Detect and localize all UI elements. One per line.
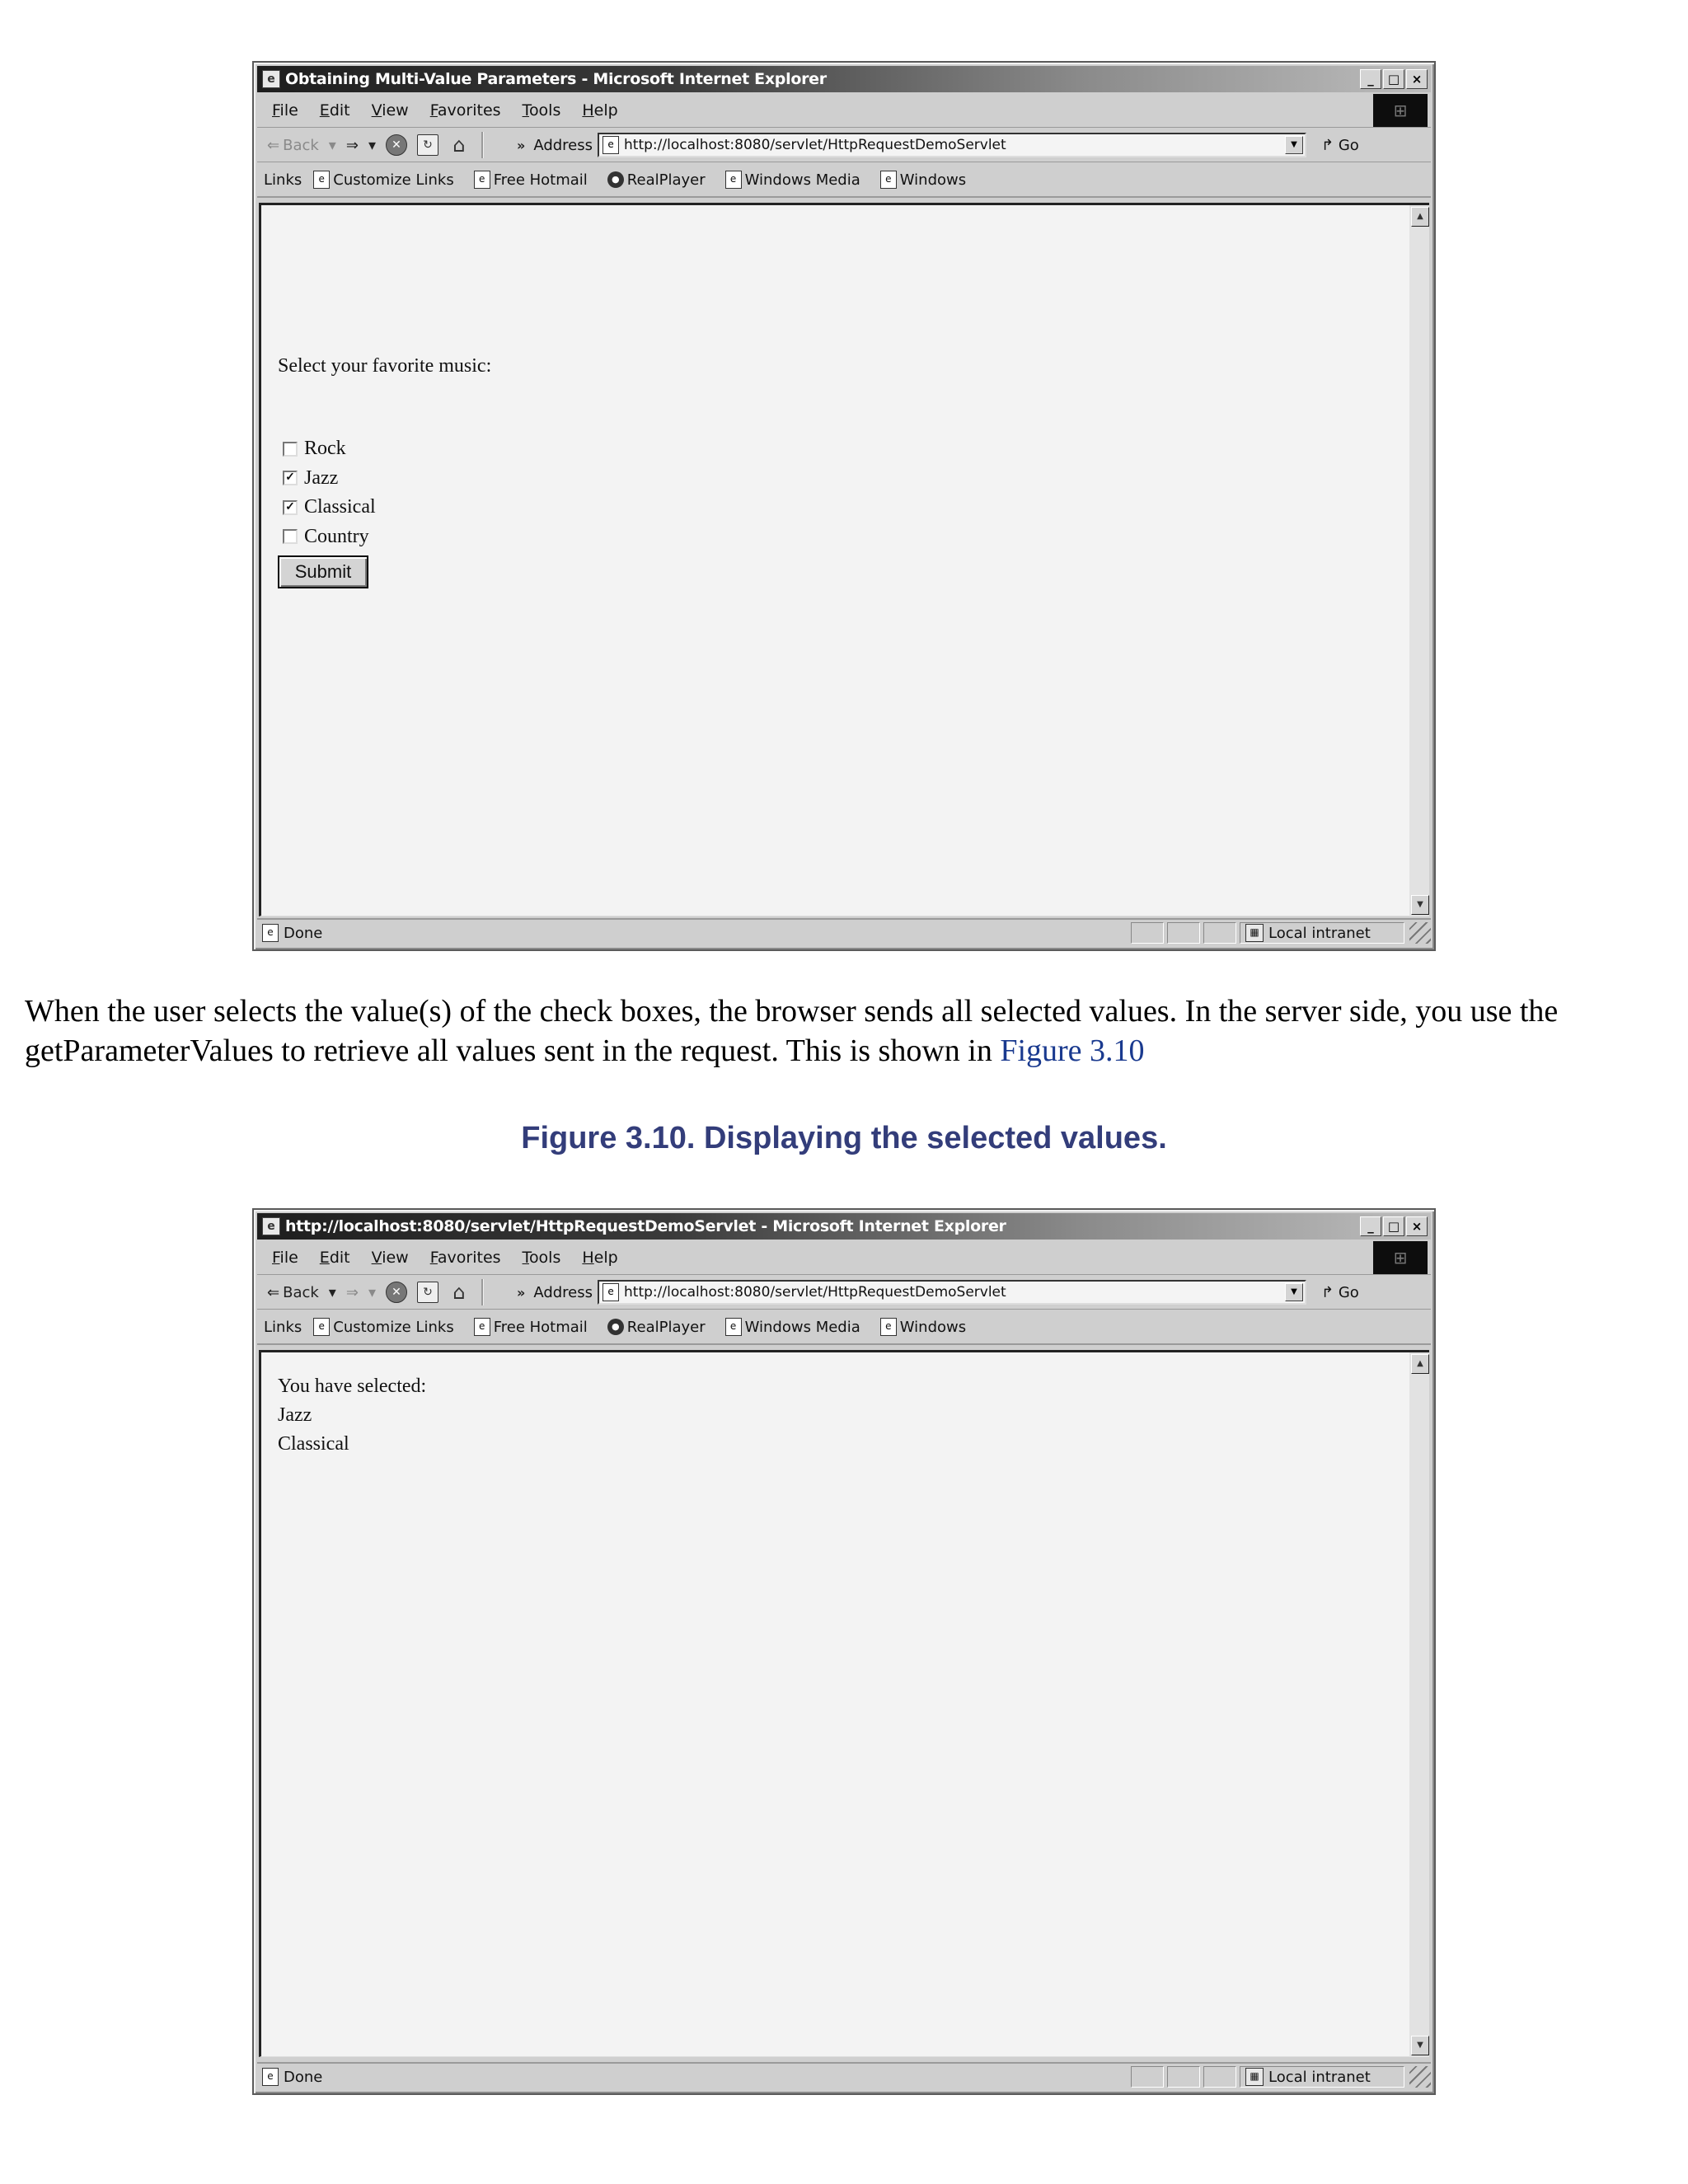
local-intranet-icon: ▦ [1245,924,1264,942]
link-label: Windows [899,171,967,189]
submit-button[interactable]: Submit [278,555,368,588]
link-windows[interactable] [880,1318,966,1336]
resize-grip-icon[interactable] [1409,922,1431,944]
menu-view[interactable]: View [371,1249,409,1267]
page-icon: e [474,1318,490,1336]
page-status-icon: e [262,2068,279,2086]
browser-window-result [252,1208,1436,2095]
option-rock[interactable] [283,434,376,464]
page-icon: e [474,171,490,189]
window-controls [1360,1216,1428,1236]
forward-dropdown-icon[interactable]: ▾ [368,136,376,154]
back-button[interactable] [267,137,319,154]
option-label: Country [304,525,369,547]
paragraph-text: When the user selects the value(s) of the check boxes, the browser sends all selected values. In the server side, you use the getParameterValues to retrieve all values sent in the request. This is shown in [25,994,1559,1068]
links-label: Links [264,1318,302,1336]
refresh-icon: ↻ [417,134,438,156]
forward-arrow-icon: ⇒ [345,1283,359,1301]
refresh-button[interactable] [417,1282,438,1303]
option-jazz[interactable] [283,464,376,494]
toolbar-chevron-icon[interactable]: » [516,1284,526,1301]
status-pane [1131,2066,1164,2088]
scroll-up-icon[interactable]: ▲ [1411,1354,1429,1374]
link-label: Customize Links [333,171,454,189]
form-prompt: Select your favorite music: [278,355,492,377]
status-pane [1167,2066,1200,2088]
status-pane [1203,922,1236,944]
stop-button[interactable] [386,134,407,156]
link-windows-media[interactable] [725,171,860,189]
link-windows[interactable] [880,171,966,189]
back-label: Back [283,136,319,154]
toolbar-separator [481,132,484,158]
link-label: Customize Links [333,1318,454,1336]
maximize-button[interactable]: □ [1383,69,1404,89]
page-content [259,203,1409,916]
maximize-button[interactable]: □ [1383,1216,1404,1236]
go-button[interactable] [1321,1284,1359,1301]
checkbox-jazz[interactable]: ✓ [283,471,298,485]
back-button[interactable] [267,1284,319,1301]
forward-dropdown-icon[interactable]: ▾ [368,1283,376,1301]
menu-view[interactable]: View [371,101,409,120]
local-intranet-icon: ▦ [1245,2068,1264,2086]
window-controls [1360,69,1428,89]
checkbox-rock[interactable] [283,442,298,457]
address-input[interactable] [598,1280,1306,1305]
back-arrow-icon: ⇐ [267,136,280,154]
status-bar [257,2062,1431,2090]
menu-file[interactable]: File [272,101,298,120]
body-paragraph [25,991,1665,1071]
close-button[interactable]: × [1406,69,1428,89]
option-label: Classical [304,496,376,518]
menu-bar [257,1241,1431,1275]
link-free-hotmail[interactable] [474,171,588,189]
menu-favorites[interactable]: Favorites [429,1249,501,1267]
link-realplayer[interactable] [607,171,706,189]
minimize-button[interactable]: _ [1360,69,1381,89]
link-realplayer[interactable] [607,1319,706,1336]
refresh-button[interactable] [417,134,438,156]
title-bar[interactable] [257,1213,1431,1240]
close-button[interactable]: × [1406,1216,1428,1236]
ie-app-icon: e [262,1217,280,1235]
address-label: Address [533,136,593,154]
status-pane [1167,922,1200,944]
address-label: Address [533,1283,593,1301]
option-country[interactable] [283,523,376,552]
status-text: Done [284,924,323,942]
windows-logo-throbber-icon: ⊞ [1373,94,1428,127]
resize-grip-icon[interactable] [1409,2066,1431,2088]
page-icon: e [880,1318,897,1336]
result-item: Classical [278,1433,349,1455]
link-label: Windows Media [744,1318,860,1336]
page-icon: e [725,171,742,189]
option-label: Rock [304,438,346,460]
menu-bar [257,94,1431,128]
window-title: http://localhost:8080/servlet/HttpRequestDemoServlet - Microsoft Internet Explorer [285,1217,1006,1235]
security-zone [1240,922,1404,944]
back-label: Back [283,1283,319,1301]
result-item: Jazz [278,1404,312,1426]
address-input[interactable] [598,133,1306,157]
security-zone [1240,2066,1404,2088]
page-content [259,1350,1409,2057]
realplayer-icon: ● [607,171,624,188]
page-icon: e [880,171,897,189]
go-arrow-icon: ↱ [1321,1283,1334,1301]
link-free-hotmail[interactable] [474,1318,588,1336]
link-label: Windows Media [744,171,860,189]
menu-file[interactable]: File [272,1249,298,1267]
address-url[interactable]: http://localhost:8080/servlet/HttpRequestDemoServlet [624,1284,1006,1301]
window-title: Obtaining Multi-Value Parameters - Microsoft Internet Explorer [285,70,827,88]
standard-toolbar [257,1276,1431,1310]
links-bar [257,1310,1431,1345]
forward-button[interactable] [346,137,359,154]
stop-button[interactable] [386,1282,407,1303]
link-label: Windows [899,1318,967,1336]
page-icon: e [313,171,330,189]
address-dropdown-icon[interactable]: ▼ [1285,136,1303,154]
page-icon: e [313,1318,330,1336]
home-icon: ⌂ [452,1281,466,1304]
windows-logo-throbber-icon: ⊞ [1373,1241,1428,1274]
selection-result [278,1372,426,1459]
page-icon: e [725,1318,742,1336]
link-label: RealPlayer [626,171,706,189]
zone-label: Local intranet [1268,924,1371,942]
menu-tools[interactable]: Tools [522,101,561,120]
back-dropdown-icon[interactable]: ▾ [328,1283,336,1301]
page-status-icon: e [262,924,279,942]
scroll-down-icon[interactable]: ▼ [1411,895,1429,915]
music-options [283,434,376,551]
links-label: Links [264,171,302,189]
refresh-icon: ↻ [417,1282,438,1303]
link-windows-media[interactable] [725,1318,860,1336]
realplayer-icon: ● [607,1319,624,1335]
back-arrow-icon: ⇐ [267,1283,280,1301]
scroll-down-icon[interactable]: ▼ [1411,2036,1429,2055]
vertical-scrollbar[interactable] [1409,203,1429,916]
forward-button[interactable] [346,1284,359,1301]
home-button[interactable] [448,1282,470,1303]
home-button[interactable] [448,134,470,156]
go-arrow-icon: ↱ [1321,136,1334,154]
browser-window-form [252,61,1436,951]
vertical-scrollbar[interactable] [1409,1350,1429,2057]
home-icon: ⌂ [452,134,466,157]
option-label: Jazz [304,466,339,489]
link-customize-links[interactable] [313,1318,453,1336]
figure-link[interactable]: Figure 3.10 [1000,1033,1145,1068]
zone-label: Local intranet [1268,2068,1371,2086]
go-label: Go [1338,1283,1359,1301]
ie-app-icon: e [262,70,280,88]
scroll-up-icon[interactable]: ▲ [1411,207,1429,227]
result-heading: You have selected: [278,1376,427,1397]
link-label: Free Hotmail [493,171,588,189]
checkbox-country[interactable] [283,529,298,544]
link-label: RealPlayer [626,1318,706,1336]
minimize-button[interactable]: _ [1360,1216,1381,1236]
menu-tools[interactable]: Tools [522,1249,561,1267]
stop-icon: ✕ [386,1282,407,1303]
menu-help[interactable]: Help [582,101,618,120]
address-dropdown-icon[interactable]: ▼ [1285,1283,1303,1301]
toolbar-chevron-icon[interactable]: » [516,137,526,153]
standard-toolbar [257,129,1431,162]
back-dropdown-icon[interactable]: ▾ [328,136,336,154]
menu-favorites[interactable]: Favorites [429,101,501,120]
page-icon: e [603,1283,619,1301]
option-classical[interactable] [283,493,376,523]
stop-icon: ✕ [386,134,407,156]
toolbar-separator [481,1279,484,1305]
forward-arrow-icon: ⇒ [345,136,359,154]
status-text: Done [284,2068,323,2086]
menu-help[interactable]: Help [582,1249,618,1267]
link-customize-links[interactable] [313,171,453,189]
figure-caption: Figure 3.10. Displaying the selected values. [521,1121,1167,1155]
status-bar [257,918,1431,946]
go-label: Go [1338,136,1359,154]
menu-edit[interactable]: Edit [319,101,350,120]
address-url[interactable]: http://localhost:8080/servlet/HttpRequestDemoServlet [624,137,1006,153]
menu-edit[interactable]: Edit [319,1249,350,1267]
title-bar[interactable] [257,66,1431,92]
status-pane [1203,2066,1236,2088]
links-bar [257,163,1431,198]
link-label: Free Hotmail [493,1318,588,1336]
status-pane [1131,922,1164,944]
checkbox-classical[interactable]: ✓ [283,500,298,515]
page-icon: e [603,136,619,154]
go-button[interactable] [1321,137,1359,154]
